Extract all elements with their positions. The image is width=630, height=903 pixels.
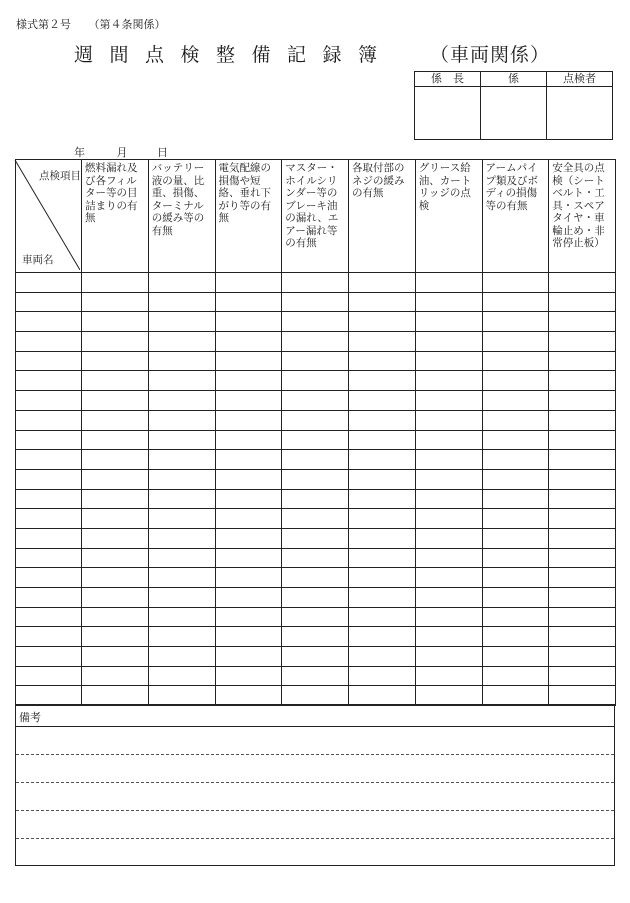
column-header-battery: バッテリー液の量、比重、損傷、ターミナルの緩み等の有無	[148, 160, 215, 273]
vehicle-name-cell[interactable]	[16, 391, 82, 411]
check-cell[interactable]	[549, 292, 616, 312]
check-cell[interactable]	[549, 607, 616, 627]
check-cell[interactable]	[415, 469, 482, 489]
check-cell[interactable]	[215, 686, 282, 706]
check-cell[interactable]	[82, 666, 149, 686]
stamp-header-staff: 係	[481, 72, 547, 87]
check-cell[interactable]	[215, 489, 282, 509]
check-cell[interactable]	[415, 489, 482, 509]
vehicle-name-cell[interactable]	[16, 489, 82, 509]
check-cell[interactable]	[415, 509, 482, 529]
check-cell[interactable]	[549, 450, 616, 470]
inspection-table	[15, 159, 616, 706]
check-cell[interactable]	[282, 627, 349, 647]
table-row	[16, 430, 616, 450]
vehicle-name-cell[interactable]	[16, 528, 82, 548]
table-row	[16, 627, 616, 647]
check-cell[interactable]	[82, 450, 149, 470]
check-cell[interactable]	[282, 548, 349, 568]
table-row	[16, 666, 616, 686]
check-cell[interactable]	[82, 686, 149, 706]
form-relation-label: （第４条関係）	[88, 18, 166, 31]
check-cell[interactable]	[349, 430, 416, 450]
check-cell[interactable]	[549, 647, 616, 667]
check-cell[interactable]	[282, 469, 349, 489]
check-cell[interactable]	[148, 666, 215, 686]
check-cell[interactable]	[549, 273, 616, 293]
check-cell[interactable]	[349, 469, 416, 489]
vehicle-name-cell[interactable]	[16, 548, 82, 568]
column-header-grease: グリース給油、カートリッジの点検	[415, 160, 482, 273]
remarks-line[interactable]	[16, 838, 614, 839]
check-cell[interactable]	[148, 410, 215, 430]
check-cell[interactable]	[282, 686, 349, 706]
check-cell[interactable]	[82, 489, 149, 509]
check-cell[interactable]	[482, 312, 549, 332]
check-cell[interactable]	[148, 548, 215, 568]
stamp-header-chief: 係 長	[415, 72, 481, 87]
check-cell[interactable]	[349, 450, 416, 470]
check-cell[interactable]	[549, 548, 616, 568]
check-cell[interactable]	[415, 430, 482, 450]
stamp-header-inspector: 点検者	[547, 72, 613, 87]
check-cell[interactable]	[215, 666, 282, 686]
check-cell[interactable]	[349, 627, 416, 647]
date-line	[74, 144, 168, 160]
vehicle-name-cell[interactable]	[16, 430, 82, 450]
date-day-label: 日	[157, 146, 168, 159]
vehicle-name-cell[interactable]	[16, 371, 82, 391]
check-cell[interactable]	[282, 312, 349, 332]
check-cell[interactable]	[148, 450, 215, 470]
table-row	[16, 410, 616, 430]
check-cell[interactable]	[349, 509, 416, 529]
check-cell[interactable]	[549, 627, 616, 647]
check-cell[interactable]	[82, 351, 149, 371]
check-cell[interactable]	[215, 312, 282, 332]
check-cell[interactable]	[482, 371, 549, 391]
check-cell[interactable]	[215, 351, 282, 371]
check-cell[interactable]	[482, 647, 549, 667]
check-cell[interactable]	[349, 489, 416, 509]
table-row	[16, 391, 616, 411]
check-cell[interactable]	[82, 273, 149, 293]
check-cell[interactable]	[282, 430, 349, 450]
check-cell[interactable]	[415, 410, 482, 430]
check-cell[interactable]	[349, 607, 416, 627]
table-row	[16, 469, 616, 489]
vehicle-name-cell[interactable]	[16, 666, 82, 686]
check-cell[interactable]	[215, 410, 282, 430]
check-cell[interactable]	[148, 489, 215, 509]
check-cell[interactable]	[549, 312, 616, 332]
check-cell[interactable]	[148, 351, 215, 371]
table-row	[16, 607, 616, 627]
check-cell[interactable]	[282, 273, 349, 293]
check-cell[interactable]	[349, 273, 416, 293]
check-cell[interactable]	[82, 627, 149, 647]
vehicle-name-cell[interactable]	[16, 450, 82, 470]
check-cell[interactable]	[415, 450, 482, 470]
check-cell[interactable]	[148, 273, 215, 293]
check-cell[interactable]	[482, 509, 549, 529]
check-cell[interactable]	[148, 332, 215, 352]
corner-cell	[16, 160, 82, 273]
remarks-divider	[16, 726, 614, 727]
check-cell[interactable]	[549, 588, 616, 608]
check-cell[interactable]	[148, 568, 215, 588]
check-cell[interactable]	[349, 351, 416, 371]
check-cell[interactable]	[482, 666, 549, 686]
check-cell[interactable]	[482, 391, 549, 411]
check-cell[interactable]	[349, 371, 416, 391]
check-cell[interactable]	[282, 528, 349, 548]
check-cell[interactable]	[549, 371, 616, 391]
check-cell[interactable]	[148, 391, 215, 411]
check-cell[interactable]	[482, 292, 549, 312]
check-cell[interactable]	[82, 588, 149, 608]
check-cell[interactable]	[282, 647, 349, 667]
check-cell[interactable]	[415, 548, 482, 568]
column-header-fuel: 燃料漏れ及び各フィルター等の目詰まりの有無	[82, 160, 149, 273]
check-cell[interactable]	[349, 568, 416, 588]
check-cell[interactable]	[282, 391, 349, 411]
check-cell[interactable]	[215, 607, 282, 627]
check-cell[interactable]	[82, 312, 149, 332]
check-cell[interactable]	[415, 588, 482, 608]
check-cell[interactable]	[549, 509, 616, 529]
check-cell[interactable]	[482, 273, 549, 293]
check-cell[interactable]	[215, 332, 282, 352]
check-cell[interactable]	[549, 351, 616, 371]
remarks-box	[15, 704, 615, 866]
check-cell[interactable]	[415, 666, 482, 686]
check-cell[interactable]	[349, 548, 416, 568]
check-cell[interactable]	[148, 528, 215, 548]
check-cell[interactable]	[82, 371, 149, 391]
table-row	[16, 568, 616, 588]
check-cell[interactable]	[482, 588, 549, 608]
check-cell[interactable]	[415, 332, 482, 352]
check-cell[interactable]	[482, 607, 549, 627]
check-cell[interactable]	[148, 627, 215, 647]
stamp-box-inspector[interactable]	[547, 87, 613, 140]
check-cell[interactable]	[349, 588, 416, 608]
check-cell[interactable]	[282, 489, 349, 509]
vehicle-name-cell[interactable]	[16, 410, 82, 430]
vehicle-name-cell[interactable]	[16, 332, 82, 352]
corner-label-items: 点検項目	[39, 170, 81, 182]
remarks-label: 備考	[19, 711, 41, 724]
table-row	[16, 548, 616, 568]
check-cell[interactable]	[148, 430, 215, 450]
check-cell[interactable]	[282, 351, 349, 371]
check-cell[interactable]	[482, 469, 549, 489]
table-row	[16, 450, 616, 470]
check-cell[interactable]	[549, 489, 616, 509]
vehicle-name-cell[interactable]	[16, 627, 82, 647]
table-row	[16, 273, 616, 293]
check-cell[interactable]	[82, 568, 149, 588]
check-cell[interactable]	[415, 647, 482, 667]
check-cell[interactable]	[349, 332, 416, 352]
check-cell[interactable]	[148, 647, 215, 667]
check-cell[interactable]	[215, 273, 282, 293]
check-cell[interactable]	[215, 371, 282, 391]
form-number-label: 様式第２号	[16, 18, 71, 31]
check-cell[interactable]	[82, 292, 149, 312]
table-row	[16, 292, 616, 312]
remarks-line[interactable]	[16, 754, 614, 755]
check-cell[interactable]	[282, 666, 349, 686]
check-cell[interactable]	[148, 607, 215, 627]
check-cell[interactable]	[415, 351, 482, 371]
table-row	[16, 647, 616, 667]
check-cell[interactable]	[82, 548, 149, 568]
check-cell[interactable]	[215, 647, 282, 667]
check-cell[interactable]	[82, 332, 149, 352]
table-row	[16, 509, 616, 529]
check-cell[interactable]	[82, 391, 149, 411]
check-cell[interactable]	[349, 312, 416, 332]
check-cell[interactable]	[215, 528, 282, 548]
check-cell[interactable]	[282, 509, 349, 529]
check-cell[interactable]	[282, 607, 349, 627]
check-cell[interactable]	[415, 627, 482, 647]
table-row	[16, 332, 616, 352]
check-cell[interactable]	[215, 509, 282, 529]
check-cell[interactable]	[282, 332, 349, 352]
check-cell[interactable]	[415, 292, 482, 312]
vehicle-name-cell[interactable]	[16, 607, 82, 627]
check-cell[interactable]	[148, 469, 215, 489]
table-row	[16, 588, 616, 608]
column-header-safety: 安全具の点検（シートベルト・工具・スペアタイヤ・車輪止め・非常停止板）	[549, 160, 616, 273]
check-cell[interactable]	[215, 450, 282, 470]
table-row	[16, 489, 616, 509]
check-cell[interactable]	[82, 528, 149, 548]
form-number	[16, 16, 166, 32]
page-title: 週間点検整備記録簿	[74, 44, 394, 66]
check-cell[interactable]	[282, 371, 349, 391]
check-cell[interactable]	[549, 568, 616, 588]
vehicle-name-cell[interactable]	[16, 509, 82, 529]
remarks-line[interactable]	[16, 782, 614, 783]
check-cell[interactable]	[482, 450, 549, 470]
check-cell[interactable]	[215, 469, 282, 489]
check-cell[interactable]	[549, 332, 616, 352]
vehicle-name-cell[interactable]	[16, 469, 82, 489]
check-cell[interactable]	[215, 430, 282, 450]
check-cell[interactable]	[215, 568, 282, 588]
table-row	[16, 528, 616, 548]
check-cell[interactable]	[415, 371, 482, 391]
check-cell[interactable]	[549, 469, 616, 489]
check-cell[interactable]	[148, 686, 215, 706]
check-cell[interactable]	[482, 528, 549, 548]
check-cell[interactable]	[482, 568, 549, 588]
check-cell[interactable]	[148, 588, 215, 608]
check-cell[interactable]	[415, 391, 482, 411]
approval-stamp-table	[414, 71, 613, 140]
check-cell[interactable]	[148, 371, 215, 391]
check-cell[interactable]	[415, 528, 482, 548]
check-cell[interactable]	[82, 410, 149, 430]
check-cell[interactable]	[215, 292, 282, 312]
check-cell[interactable]	[349, 666, 416, 686]
table-row	[16, 686, 616, 706]
date-year-label: 年	[74, 146, 85, 159]
vehicle-name-cell[interactable]	[16, 588, 82, 608]
column-header-brake: マスター・ホイルシリンダー等のブレーキ油の漏れ、エアー漏れ等の有無	[282, 160, 349, 273]
check-cell[interactable]	[482, 686, 549, 706]
vehicle-name-cell[interactable]	[16, 686, 82, 706]
stamp-box-chief[interactable]	[415, 87, 481, 140]
check-cell[interactable]	[415, 686, 482, 706]
table-row	[16, 351, 616, 371]
check-cell[interactable]	[549, 686, 616, 706]
check-cell[interactable]	[549, 528, 616, 548]
check-cell[interactable]	[349, 647, 416, 667]
stamp-box-staff[interactable]	[481, 87, 547, 140]
check-cell[interactable]	[482, 351, 549, 371]
check-cell[interactable]	[549, 410, 616, 430]
check-cell[interactable]	[82, 607, 149, 627]
check-cell[interactable]	[148, 292, 215, 312]
vehicle-name-cell[interactable]	[16, 351, 82, 371]
check-cell[interactable]	[349, 410, 416, 430]
check-cell[interactable]	[82, 469, 149, 489]
check-cell[interactable]	[282, 588, 349, 608]
column-header-arm-pipe: アームパイプ類及びボディの損傷等の有無	[482, 160, 549, 273]
check-cell[interactable]	[415, 312, 482, 332]
check-cell[interactable]	[215, 627, 282, 647]
check-cell[interactable]	[482, 410, 549, 430]
corner-label-vehicle: 車両名	[22, 253, 54, 266]
check-cell[interactable]	[549, 666, 616, 686]
check-cell[interactable]	[349, 528, 416, 548]
vehicle-name-cell[interactable]	[16, 647, 82, 667]
check-cell[interactable]	[282, 450, 349, 470]
check-cell[interactable]	[349, 686, 416, 706]
column-header-wiring: 電気配線の損傷や短絡、垂れ下がり等の有無	[215, 160, 282, 273]
check-cell[interactable]	[282, 410, 349, 430]
check-cell[interactable]	[148, 509, 215, 529]
check-cell[interactable]	[349, 292, 416, 312]
vehicle-name-cell[interactable]	[16, 568, 82, 588]
table-row	[16, 371, 616, 391]
check-cell[interactable]	[215, 391, 282, 411]
check-cell[interactable]	[215, 588, 282, 608]
check-cell[interactable]	[82, 430, 149, 450]
check-cell[interactable]	[215, 548, 282, 568]
check-cell[interactable]	[549, 391, 616, 411]
vehicle-name-cell[interactable]	[16, 292, 82, 312]
remarks-line[interactable]	[16, 810, 614, 811]
check-cell[interactable]	[282, 568, 349, 588]
check-cell[interactable]	[482, 627, 549, 647]
table-header-row	[16, 160, 616, 273]
check-cell[interactable]	[415, 568, 482, 588]
check-cell[interactable]	[415, 273, 482, 293]
date-month-label: 月	[116, 146, 128, 159]
column-header-screws: 各取付部のネジの緩みの有無	[349, 160, 416, 273]
page-title-sub: （車両関係）	[430, 44, 551, 66]
check-cell[interactable]	[349, 391, 416, 411]
check-cell[interactable]	[415, 607, 482, 627]
table-row	[16, 312, 616, 332]
check-cell[interactable]	[482, 548, 549, 568]
check-cell[interactable]	[549, 430, 616, 450]
vehicle-name-cell[interactable]	[16, 312, 82, 332]
check-cell[interactable]	[282, 292, 349, 312]
check-cell[interactable]	[148, 312, 215, 332]
check-cell[interactable]	[482, 332, 549, 352]
check-cell[interactable]	[482, 489, 549, 509]
check-cell[interactable]	[482, 430, 549, 450]
vehicle-name-cell[interactable]	[16, 273, 82, 293]
check-cell[interactable]	[82, 647, 149, 667]
check-cell[interactable]	[82, 509, 149, 529]
